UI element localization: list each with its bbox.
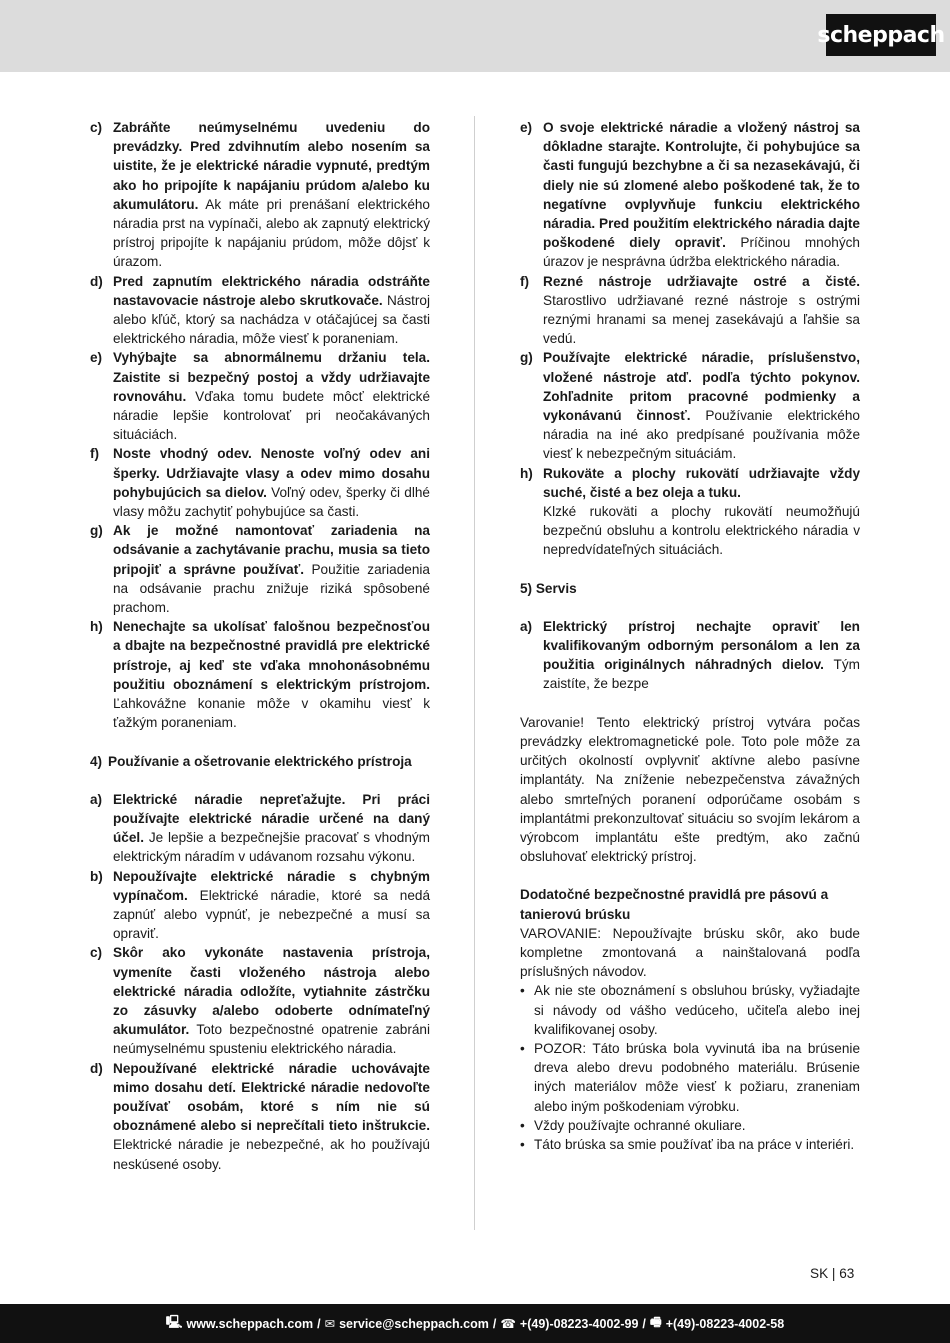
instruction-item <box>90 272 430 349</box>
footer-sep-2: / <box>492 1316 497 1331</box>
left-column <box>90 118 430 1174</box>
footer-bar <box>0 1304 950 1343</box>
instruction-item <box>90 943 430 1058</box>
list-item <box>520 1116 860 1135</box>
item-label: e) <box>520 120 533 135</box>
section-4-heading <box>90 752 430 771</box>
bullet-dot: • <box>520 1136 525 1152</box>
item-emphasis: Ak je možné namontovať zariadenia na odsávanie a zachytávanie prachu, musia sa tieto pripojiť a správne používať. <box>113 523 430 577</box>
item-text: Ak máte pri prenášaní elektrického náradia prst na vypínači, alebo ak zapnutý elektrický prístroj pripojíte k napájaniu prúdom, môže dôjsť k úrazom. <box>113 196 430 270</box>
item-label: f) <box>90 446 100 462</box>
page-sep: | <box>831 1266 836 1281</box>
right-column <box>520 118 860 1154</box>
item-emphasis: Pred zapnutím elektrického náradia odstráňte nastavovacie nástroje alebo skrutkovače. <box>113 273 430 308</box>
item-text: Tým zaistíte, že bezpe <box>543 657 860 692</box>
item-emphasis: Nepoužívané elektrické náradie uchovávajte mimo dosahu detí. Elektrické náradie nedovoľte používať osobám, ktoré s ním nie sú oboznámené alebo si neprečítali tieto inštrukcie. <box>113 1060 430 1134</box>
page-lang: SK <box>810 1266 829 1281</box>
bullet-dot: • <box>520 1040 525 1056</box>
mail-icon: ✉︎ <box>324 1317 336 1331</box>
item-text: Nástroj alebo kľúč, ktorý sa nachádza v otáčajúcej sa časti elektrického náradia, môže viesť k poraneniam. <box>113 292 431 347</box>
footer-phone: +(49)-08223-4002-99 <box>519 1316 639 1331</box>
item-text: Používanie elektrického náradia na iné ako predpísané používania môže viesť k nebezpečným situáciám. <box>543 408 860 462</box>
item-body <box>543 118 860 272</box>
bullet-text: Táto brúska sa smie používať iba na práce v interiéri. <box>534 1136 855 1152</box>
item-label: d) <box>90 1060 103 1076</box>
instruction-item <box>520 118 860 272</box>
item-emphasis: Rukoväte a plochy rukovätí udržiavajte vždy suché, čisté a bez oleja a tuku. <box>543 465 860 500</box>
item-body <box>113 867 430 944</box>
item-text: Elektrické náradie je nebezpečné, ak ho používajú neskúsené osoby. <box>113 1137 430 1172</box>
header-bar <box>0 0 950 72</box>
footer-email[interactable]: service@scheppach.com <box>339 1316 489 1331</box>
bullet-text: POZOR: Táto brúska bola vyvinutá iba na brúsenie dreva alebo drevu podobného materiálu. Brúsenie iných materiálov môže viesť k požiaru, zraneniam alebo iným poškodeniam výrobku. <box>534 1040 860 1114</box>
item-label: c) <box>90 945 103 961</box>
item-label: b) <box>90 868 103 884</box>
item-emphasis: Nepoužívajte elektrické náradie s chybným vypínačom. <box>113 868 430 903</box>
instruction-item <box>90 867 430 944</box>
item-label: d) <box>90 273 103 289</box>
column-divider <box>474 116 475 1230</box>
emf-warning: Varovanie! Tento elektrický prístroj vytvára počas prevádzky elektromagnetické pole. Toto pole môže za určitých okolností ovplyvniť aktívne alebo pasívne implantáty. Na zníženie nebezpečenstva závažných alebo smrteľných poranení odporúčame osobám s implantátmi prekonzultovať situáciu so svojím lekárom a výrobcom implantátu ešte predtým, ako začnú obsluhovať elektrický prístroj. <box>520 714 860 865</box>
extra-rules-list <box>520 981 860 1154</box>
item-emphasis: Rezné nástroje udržiavajte ostré a čisté. <box>543 273 860 289</box>
item-label: f) <box>520 273 530 289</box>
instruction-item <box>90 444 430 521</box>
item-label: g) <box>90 523 103 539</box>
instruction-item <box>90 521 430 617</box>
instruction-item <box>90 790 430 867</box>
instruction-item <box>90 1059 430 1174</box>
list-item <box>520 1039 860 1116</box>
item-body <box>543 272 860 349</box>
phone-icon: ☎︎ <box>500 1317 516 1331</box>
item-label: a) <box>520 618 533 634</box>
footer-fax: +(49)-08223-4002-58 <box>665 1316 785 1331</box>
right-items-b <box>520 617 860 694</box>
item-label: g) <box>520 350 533 366</box>
instruction-item <box>520 464 860 560</box>
item-emphasis: Elektrické náradie nepreťažujte. Pri práci používajte elektrické náradie určené na daný účel. <box>113 791 430 846</box>
extra-rules-intro: VAROVANIE: Nepoužívajte brúsku skôr, ako bude kompletne zmontovaná a nainštalovaná podľa príslušných návodov. <box>520 925 860 980</box>
scheppach-logo: scheppach <box>826 14 936 56</box>
item-text: Je lepšie a bezpečnejšie pracovať s vhodným elektrickým náradím v udávanom rozsahu výkonu. <box>113 830 430 865</box>
list-item <box>520 1135 860 1154</box>
item-body <box>113 272 430 349</box>
item-emphasis: Noste vhodný odev. Nenoste voľný odev ani šperky. Udržiavajte vlasy a odev mimo dosahu pohybujúcich sa dielov. <box>113 446 430 500</box>
item-label: a) <box>90 791 103 807</box>
footer-sep-3: / <box>642 1316 646 1331</box>
item-body <box>113 521 430 617</box>
item-emphasis: Zabráňte neúmyselnému uvedeniu do prevádzky. Pred zdvihnutím alebo nosením sa uistite, že je elektrické náradie vypnuté, predtým ako ho pripojíte k napájaniu prúdom a/alebo ku akumulátoru. <box>113 120 430 212</box>
footer-web[interactable]: www.scheppach.com <box>186 1316 314 1331</box>
item-emphasis: Elektrický prístroj nechajte opraviť len kvalifikovaným odborným personálom a len za použitia originálnych náhradných dielov. <box>543 618 860 673</box>
right-items-a <box>520 118 860 560</box>
item-emphasis: Vyhýbajte sa abnormálnemu držaniu tela. Zaistite si bezpečný postoj a vždy udržiavajte rovnováhu. <box>113 350 430 404</box>
item-label: e) <box>90 350 103 366</box>
fax-icon: 🖷︎ <box>649 1315 662 1329</box>
section-5-heading: 5) Servis <box>520 580 577 596</box>
item-body <box>113 118 430 272</box>
section-4-title: Používanie a ošetrovanie elektrického prístroja <box>108 753 412 769</box>
item-emphasis: O svoje elektrické náradie a vložený nástroj sa dôkladne starajte. Kontrolujte, či pohybujúce sa časti fungujú bezchybne a či sa nezasekávajú, či diely nie sú zlomené alebo poškodené tak, že to negatívne ovplyvňuje funkciu elektrického náradia. Pred použitím elektrického náradia dajte poškodené diely opraviť. <box>543 120 860 251</box>
item-body <box>543 617 860 694</box>
item-text: Príčinou mnohých úrazov je nesprávna údržba elektrického náradia. <box>543 235 860 270</box>
item-text: Vďaka tomu budete môcť elektrické náradie lepšie kontrolovať pri neočakávaných situáciách. <box>113 388 430 443</box>
item-body <box>113 348 430 444</box>
item-body <box>543 464 860 560</box>
item-text: Starostlivo udržiavané rezné nástroje s ostrými reznými hranami sa menej zasekávajú a ľahšie sa vedú. <box>543 292 860 347</box>
item-label: h) <box>90 619 103 635</box>
instruction-item <box>90 617 430 732</box>
item-body <box>113 444 430 521</box>
item-body <box>113 617 430 732</box>
computer-icon: 🖳︎ <box>165 1315 183 1329</box>
footer-sep-1: / <box>317 1316 321 1331</box>
item-text: Elektrické náradie, ktoré sa nedá zapnúť alebo vypnúť, je nebezpečné a musí sa opraviť. <box>113 887 430 942</box>
item-emphasis: Skôr ako vykonáte nastavenia prístroja, vymeníte časti vloženého nástroja alebo elektrické náradia odložíte, vytiahnite zástrčku zo zásuvky a/alebo odoberte odnímateľný akumulátor. <box>113 945 430 1038</box>
item-body <box>543 348 860 463</box>
instruction-item <box>520 272 860 349</box>
section-4-number: 4) <box>90 753 103 769</box>
item-emphasis: Nenechajte sa ukolísať falošnou bezpečnosťou a dbajte na bezpečnostné pravidlá pre elektrické prístroje, aj keď ste vďaka mnohonásobnému použitiu oboznámení s elektrickým prístrojom. <box>113 619 430 692</box>
list-item <box>520 981 860 1039</box>
bullet-text: Vždy používajte ochranné okuliare. <box>534 1117 746 1133</box>
item-label: h) <box>520 465 533 481</box>
instruction-item <box>90 118 430 272</box>
item-text: Toto bezpečnostné opatrenie zabráni neúmyselnému spusteniu elektrického náradia. <box>113 1022 430 1057</box>
instruction-item <box>90 348 430 444</box>
item-body <box>113 1059 430 1174</box>
item-emphasis: Používajte elektrické náradie, príslušenstvo, vložené nástroje atď. podľa týchto pokynov. Zohľadnite pritom pracovné podmienky a vykonávanú činnosť. <box>543 350 860 424</box>
item-text: Klzké rukoväti a plochy rukovätí neumožňujú bezpečnú obsluhu a kontrolu elektrického náradia v nepredvídateľných situáciách. <box>543 504 860 558</box>
bullet-text: Ak nie ste oboznámení s obsluhou brúsky, vyžiadajte si návody od vášho vedúceho, učiteľa alebo inej kvalifikovanej osoby. <box>534 983 860 1037</box>
bullet-dot: • <box>520 983 525 999</box>
item-body <box>113 790 430 867</box>
item-body <box>113 943 430 1058</box>
item-text: Ľahkovážne konanie môže v okamihu viesť k ťažkým poraneniam. <box>113 696 430 731</box>
item-text: Voľný odev, šperky či dlhé vlasy môžu zachytiť pohybujúce sa časti. <box>113 484 430 520</box>
page-number <box>810 1266 854 1281</box>
bullet-dot: • <box>520 1117 525 1133</box>
instruction-item <box>520 617 860 694</box>
left-items-a <box>90 118 430 733</box>
extra-rules-title: Dodatočné bezpečnostné pravidlá pre pásovú a tanierovú brúsku <box>520 887 829 922</box>
instruction-item <box>520 348 860 463</box>
item-text: Použitie zariadenia na odsávanie prachu znižuje riziká spôsobené prachom. <box>113 561 430 616</box>
page-num: 63 <box>839 1266 855 1281</box>
item-label: c) <box>90 120 103 135</box>
left-items-b <box>90 790 430 1174</box>
